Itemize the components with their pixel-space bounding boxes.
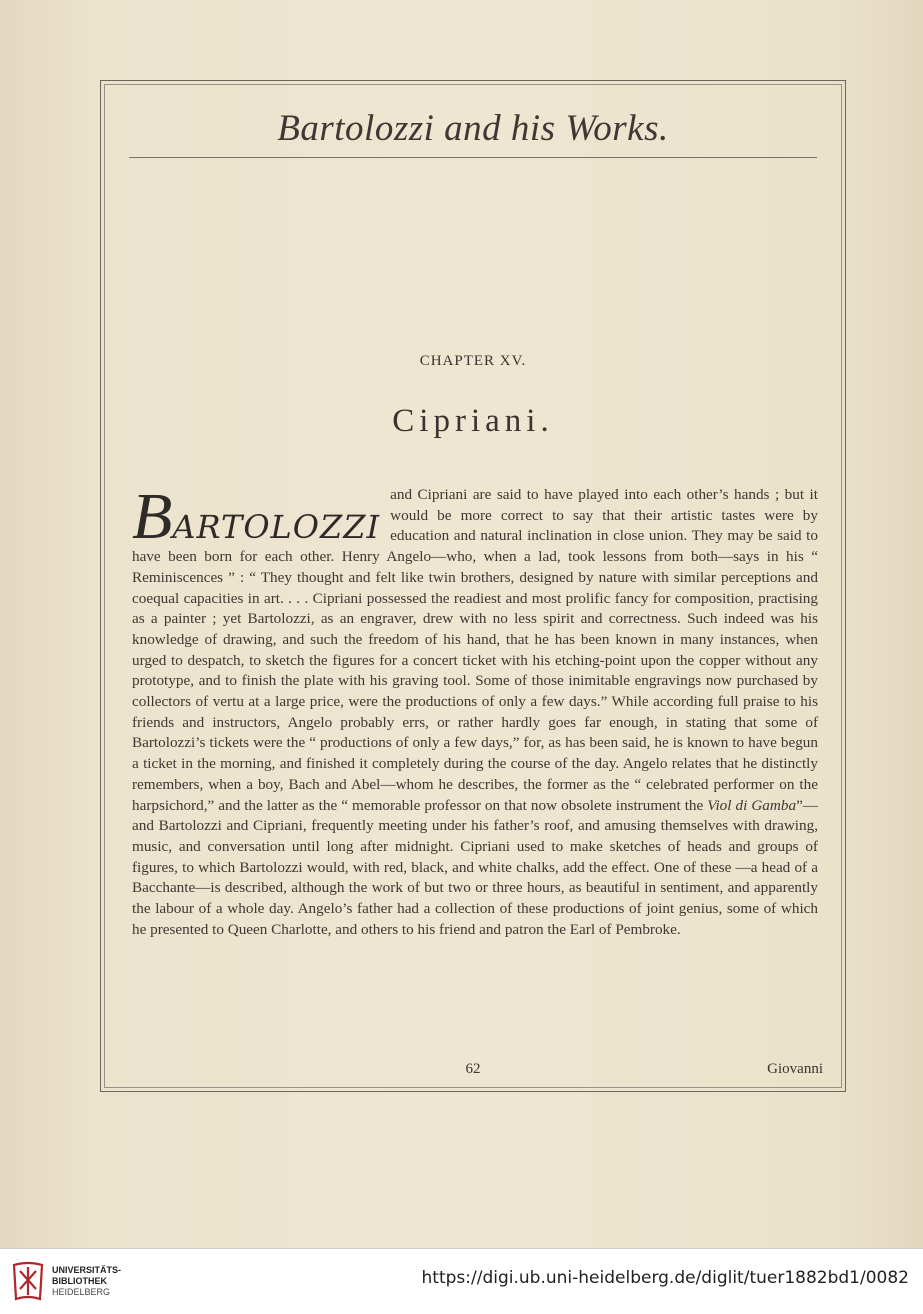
chapter-label: CHAPTER XV. — [419, 353, 527, 369]
library-line-1: UNIVERSITÄTS- — [52, 1265, 122, 1275]
body-text-italic: Viol di Gamba — [707, 796, 797, 814]
body-text-part1: and Cipriani are said to have played into each other’s hands ; but it would be more correct to say that their artistic tastes were by education and natural inclination in close union. They may be said to have been born for each other. Henry Angelo—who, when a lad, took lessons from both—says in his “ Reminiscences ” : “ They thought and felt like twin brothers, designed by nature with similar perceptions and coequal capacities in art. . . . Cipriani possessed the readiest and most prolific fancy for composition, practising as a painter ; yet Bartolozzi, as an engraver, drew with no less spirit and correctness. Such indeed was his knowledge of drawing, and such the freedom of his hand, that he has been known in many instances, when urged to despatch, to sketch the figures for a concert ticket with his etching-point upon the copper without any prototype, and to finish the plate with his graving tool. Some of those inimitable engravings now purchased by collectors of vertu at a large price, were the productions of only a few days.” While according full praise to his friends and instructors, Angelo probably errs, or rather hardly goes far enough, in stating that some of Bartolozzi’s tickets were the “ productions of only a few days,” for, as has been said, he is known to have begun a ticket in the morning, and finished it completely during the course of the day. Angelo relates that he distinctly remembers, when a boy, Bach and Abel—whom he describes, the former as the “ celebrated performer on the harpsichord,” and the latter as the “ memorable professor on that now obsolete instrument the — [132, 486, 818, 814]
header-rule — [129, 157, 817, 158]
catchword: Giovanni — [767, 1061, 823, 1077]
running-title: Bartolozzi and his Works. — [277, 108, 669, 149]
page-number: 62 — [465, 1061, 481, 1077]
page-border — [100, 80, 846, 1092]
library-line-2: BIBLIOTHEK — [52, 1276, 107, 1286]
library-logo-icon — [10, 1259, 46, 1303]
chapter-title: Cipriani. — [392, 403, 554, 439]
library-name — [52, 1265, 121, 1298]
library-line-3: HEIDELBERG — [52, 1287, 111, 1297]
drop-cap — [132, 480, 381, 553]
chapter-body — [132, 480, 818, 940]
source-url-link[interactable]: https://digi.ub.uni-heidelberg.de/diglit/tuer1882bd1/0082 — [421, 1268, 909, 1288]
drop-cap-word: ARTOLOZZI — [172, 508, 381, 546]
body-text-part2: ”—and Bartolozzi and Cipriani, frequently meeting under his father’s roof, and amusing themselves with drawing, music, and conversation until long after midnight. Cipriani used to make sketches of heads and groups of figures, to which Bartolozzi would, with red, black, and white chalks, add the effect. One of these —a head of a Bacchante—is described, although the work of but two or three hours, as beautiful in sentiment, and apparently the labour of a whole day. Angelo’s father had a collection of these productions of joint genius, some of which he presented to Queen Charlotte, and others to his friend and patron the Earl of Pembroke. — [132, 796, 818, 938]
viewer-footer — [0, 1248, 923, 1314]
drop-cap-letter: B — [132, 480, 173, 553]
